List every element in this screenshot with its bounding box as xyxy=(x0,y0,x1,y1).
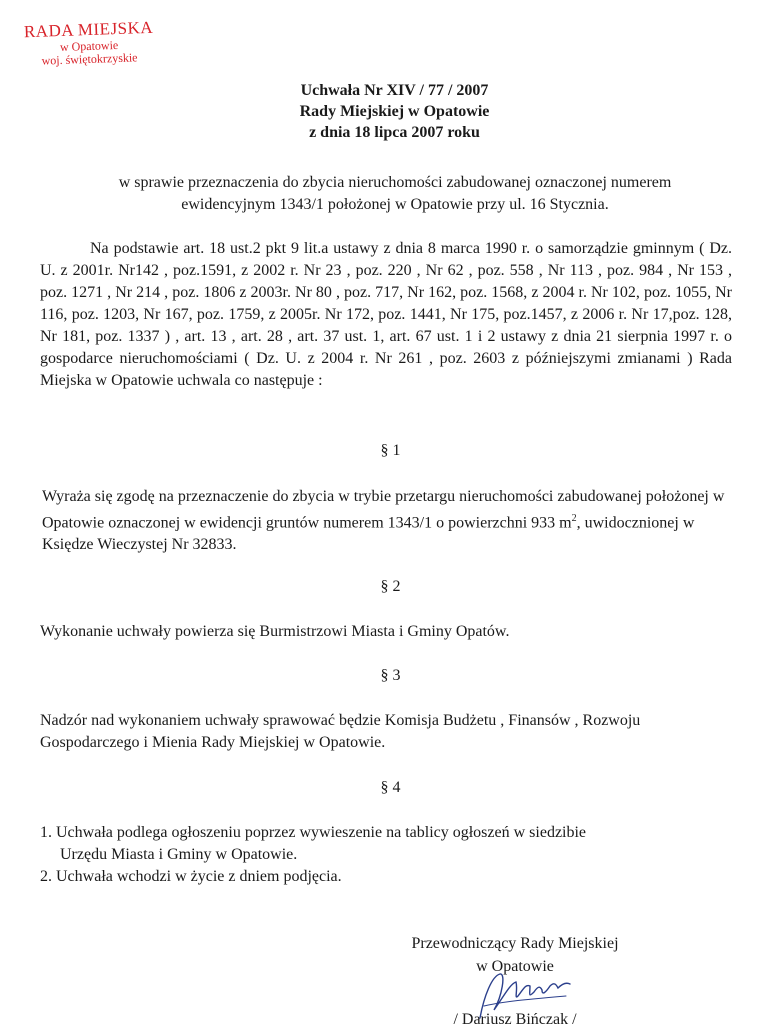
legal-basis-text: Na podstawie art. 18 ust.2 pkt 9 lit.a ustawy z dnia 8 marca 1990 r. o samorządzie gminnym ( Dz. U. z 2001r. Nr142 , poz.1591, z 2002 r. Nr 23 , poz. 220 , Nr 62 , poz. 558 , Nr 113 , poz. 984 , Nr 153 , poz. 1271 , Nr 214 , poz. 1806 z 2003r. Nr 80 , poz. 717, Nr 162, poz. 1568, z 2004 r. Nr 102, poz. 1055, Nr 116, poz. 1203, Nr 167, poz. 1759, z 2005r. Nr 172, poz. 1441, Nr 175, poz.1457, z 2006 r. Nr 17,poz. 128, Nr 181, poz. 1337 ) , art. 13 , art. 28 , art. 37 ust. 1, art. 67 ust. 1 i 2 ustawy z dnia 21 sierpnia 1997 r. o gospodarce nieruchomościami ( Dz. U. z 2004 r. Nr 261 , poz. 2603 z późniejszymi zmianami ) Rada Miejska w Opatowie uchwala co następuje : xyxy=(40,240,732,389)
subject-line-2: ewidencyjnym 1343/1 położonej w Opatowie przy ul. 16 Stycznia. xyxy=(181,196,609,213)
section-3-text: Nadzór nad wykonaniem uchwały sprawować będzie Komisja Budżetu , Finansów , Rozwoju Gospodarczego i Mienia Rady Miejskiej w Opatowie. xyxy=(40,712,641,751)
list-item xyxy=(40,822,740,866)
section-1-text-main: Wyraża się zgodę na przeznaczenie do zbycia w trybie przetargu nieruchomości zabudowanej położonej w Opatowie oznaczonej w ewidencji gruntów numerem 1343/1 o powierzchni 933 m xyxy=(42,488,725,532)
section-1-text xyxy=(42,486,742,556)
section-4-item-1-line-1: 1. Uchwała podlega ogłoszeniu poprzez wywieszenie na tablicy ogłoszeń w siedzibie xyxy=(40,824,587,841)
resolution-issuer: Rady Miejskiej w Opatowie xyxy=(299,103,490,120)
stamp-line-council: RADA MIEJSKA xyxy=(23,17,154,42)
signatory-role-line-2: w Opatowie xyxy=(476,958,554,975)
legal-basis-paragraph xyxy=(40,238,732,392)
signatory-name: / Dariusz Bińczak / xyxy=(453,1011,577,1028)
area-unit-superscript: 2 xyxy=(571,513,577,524)
subject-line-1: w sprawie przeznaczenia do zbycia nieruchomości zabudowanej oznaczonej numerem xyxy=(118,174,672,191)
list-item: 2. Uchwała wchodzi w życie z dniem podjęcia. xyxy=(40,868,342,885)
council-stamp xyxy=(13,17,165,69)
section-2-text: Wykonanie uchwały powierza się Burmistrzowi Miasta i Gminy Opatów. xyxy=(40,623,510,640)
stamp-line-town: w Opatowie xyxy=(59,37,119,54)
resolution-subject xyxy=(40,172,750,216)
resolution-date: z dnia 18 lipca 2007 roku xyxy=(309,124,480,141)
resolution-title: Uchwała Nr XIV / 77 / 2007 xyxy=(300,82,489,99)
section-1-mark: § 1 xyxy=(380,442,401,459)
handwritten-signature-icon xyxy=(470,966,580,1026)
section-3-mark: § 3 xyxy=(380,667,401,684)
resolution-header xyxy=(0,80,781,143)
section-4-mark: § 4 xyxy=(380,779,401,796)
section-4-item-1-line-2: Urzędu Miasta i Gminy w Opatowie. xyxy=(60,846,298,863)
section-4-list xyxy=(40,822,740,888)
section-1-text-end: , uwidocznionej w Księdze Wieczystej Nr 32833. xyxy=(42,514,695,554)
stamp-line-province: woj. świętokrzyskie xyxy=(41,50,138,69)
section-2-mark: § 2 xyxy=(380,578,401,595)
signatory-role-line-1: Przewodniczący Rady Miejskiej xyxy=(411,935,619,952)
